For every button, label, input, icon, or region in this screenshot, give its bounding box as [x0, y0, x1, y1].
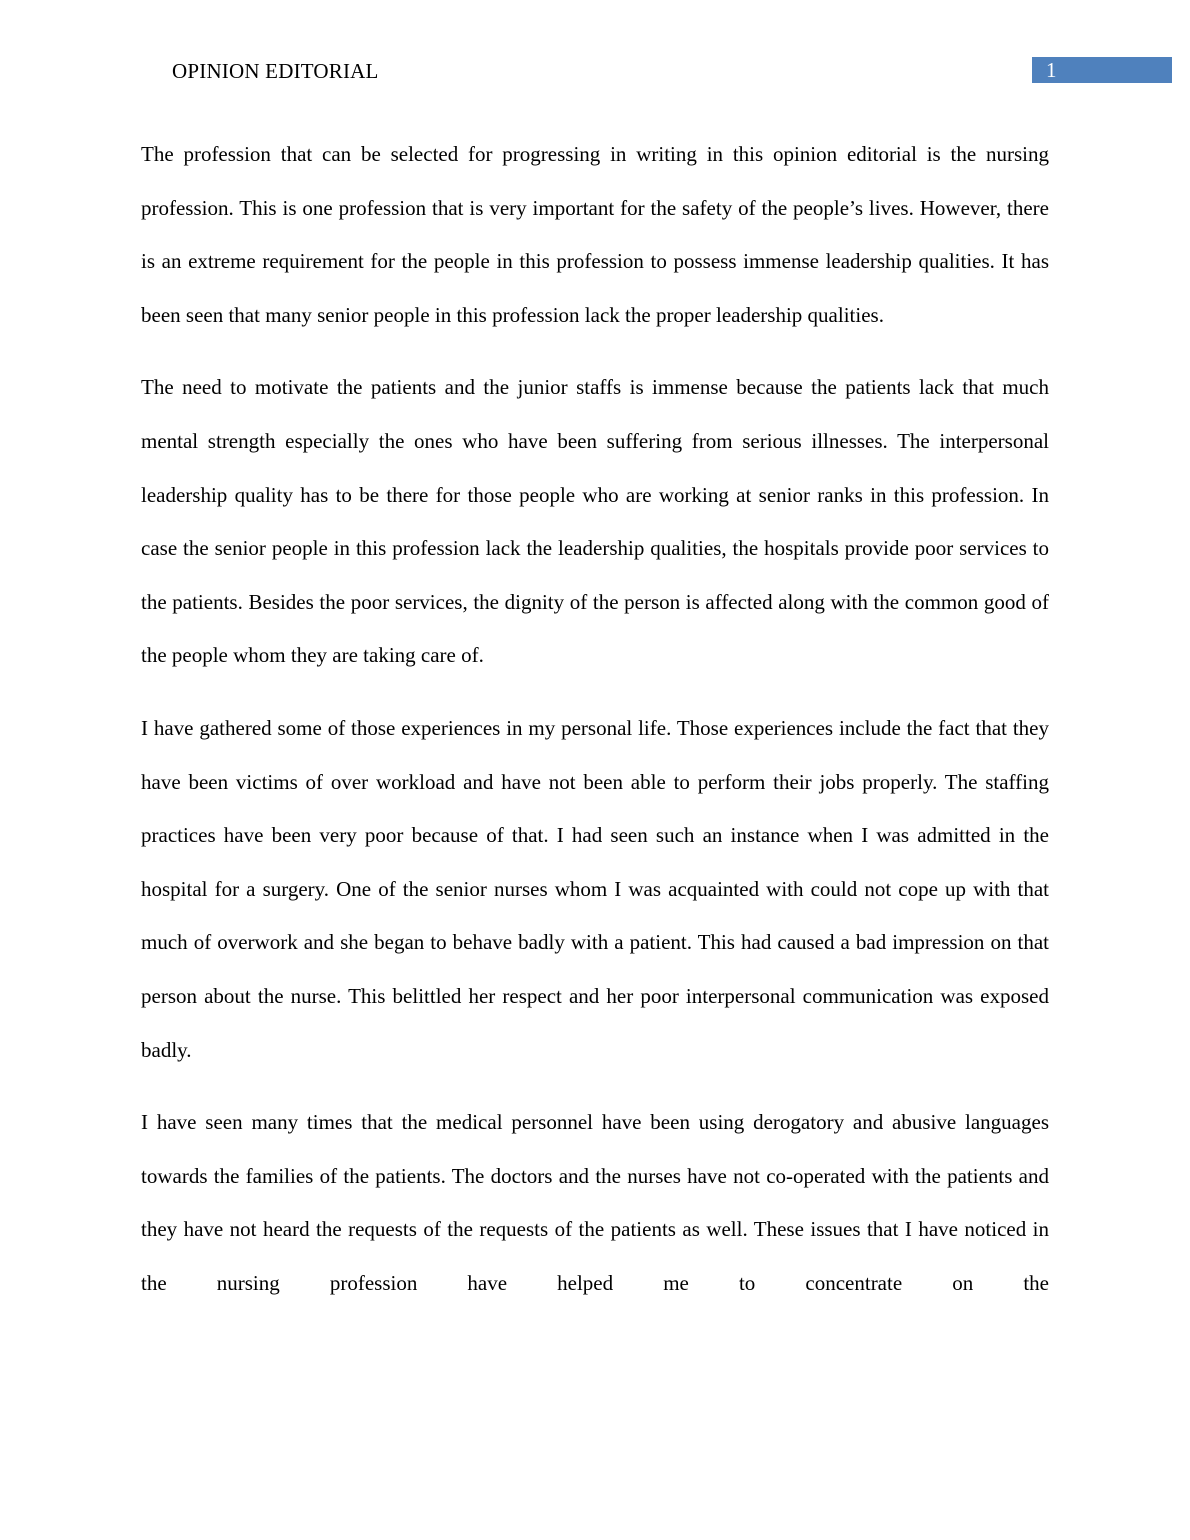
paragraph-motivation-need: The need to motivate the patients and the junior staffs is immense because the patients lack that much mental strength especially the ones who have been suffering from serious illnesses. The interpersonal leadership quality has to be there for those people who are working at senior ranks in this profession. In case the senior people in this profession lack the leadership qualities, the hospitals provide poor services to the patients. Besides the poor services, the dignity of the person is affected along with the common good of the people whom they are taking care of. [141, 375, 1049, 668]
paragraph-personal-experience: I have gathered some of those experiences in my personal life. Those experiences include the fact that they have been victims of over workload and have not been able to perform their jobs properly. The staffing practices have been very poor because of that. I had seen such an instance when I was admitted in the hospital for a surgery. One of the senior nurses whom I was acquainted with could not cope up with that much of overwork and she began to behave badly with a patient. This had caused a bad impression on that person about the nurse. This belittled her respect and her poor interpersonal communication was exposed badly. [141, 715, 1049, 1062]
paragraph-profession-intro: The profession that can be selected for progressing in writing in this opinion editorial is the nursing profession. This is one profession that is very important for the safety of the people’s lives. However, there is an extreme requirement for the people in this profession to possess immense leadership qualities. It has been seen that many senior people in this profession lack the proper leadership qualities. [141, 142, 1049, 327]
page-number: 1 [1046, 58, 1057, 82]
document-body [141, 128, 1049, 1329]
page-number-badge [1032, 57, 1172, 83]
paragraph-medical-personnel: I have seen many times that the medical personnel have been using derogatory and abusive languages towards the families of the patients. The doctors and the nurses have not co-operated with the patients and they have not heard the requests of the requests of the patients as well. These issues that I have noticed in the nursing profession have helped me to concentrate on the [141, 1110, 1049, 1295]
running-header-title: OPINION EDITORIAL [172, 59, 379, 83]
